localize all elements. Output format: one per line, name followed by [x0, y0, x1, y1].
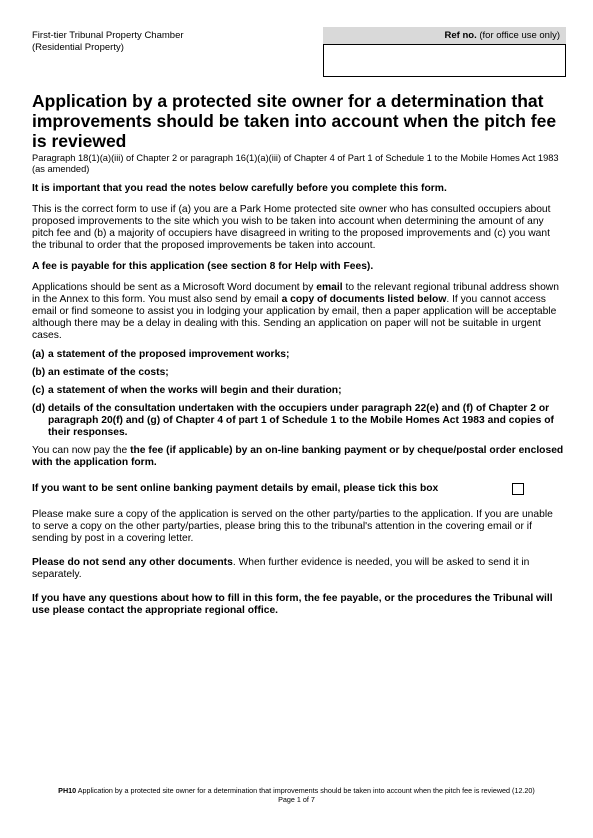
payment-text: You can now pay the: [32, 445, 131, 456]
payment-notice: [32, 445, 564, 469]
page-number: Page 1 of 7: [278, 795, 315, 804]
documents-list: [32, 349, 564, 439]
list-item-text: a statement of when the works will begin and their duration;: [48, 385, 342, 396]
email-text-2: to the relevant regional tribunal address shown in the Annex to this form. You must also send by email: [32, 282, 559, 305]
tribunal-name-line1: First-tier Tribunal Property Chamber: [32, 30, 184, 41]
legal-reference: Paragraph 18(1)(a)(iii) of Chapter 2 or paragraph 16(1)(a)(iii) of Chapter 4 of Part 1 of Schedule 1 to the Mobile Homes Act 1983 (as amended): [32, 153, 559, 174]
office-ref-header: [323, 27, 566, 44]
footer-form-title: [0, 786, 593, 795]
email-text-3: . If you cannot access email or find someone to assist you in lodging your application by email, then a paper application will be acceptable although there may be a delay in dealing with this. Sending an application on paper will not be suitable in urgent cases.: [32, 294, 557, 341]
no-other-documents-bold: Please do not send any other documents: [32, 557, 233, 568]
list-item: [32, 385, 564, 397]
form-title: Application by a protected site owner for a determination that improvements should be taken into account when the pitch fee is reviewed: [32, 91, 557, 151]
page-footer: [0, 786, 593, 804]
serve-copy-paragraph: Please make sure a copy of the application is served on the other party/parties to the application. If you are unable to serve a copy on the other party/parties, please bring this to the tribunal's attention in the covering email or if sending by post in a covering letter.: [32, 509, 553, 544]
payment-text-bold: the fee (if applicable) by an on-line banking payment or by cheque/postal order enclosed with the application form.: [32, 445, 564, 468]
ref-no-field[interactable]: [323, 44, 566, 77]
list-item-label: (c): [32, 385, 45, 396]
form-notes: [32, 153, 564, 617]
email-text-bold-1: email: [316, 282, 343, 293]
list-item: [32, 349, 564, 361]
tribunal-name-line2: (Residential Property): [32, 42, 124, 53]
footer-text: Application by a protected site owner for a determination that improvements should be taken into account when the pitch fee is reviewed (12.20): [76, 786, 535, 795]
no-other-documents-text: . When further evidence is needed, you will be asked to send it in separately.: [32, 557, 530, 580]
tribunal-name: [32, 30, 184, 54]
list-item-text: details of the consultation undertaken with the occupiers under paragraph 22(e) and (f) of Chapter 2 or paragraph 20(f) and (g) of Chapter 4 of part 1 of Schedule 1 to the Mobile Homes Act 1983 and copies of their responses.: [48, 403, 554, 438]
email-text-1: Applications should be sent as a Microsoft Word document by: [32, 282, 317, 293]
ref-no-note: (for office use only): [479, 30, 560, 41]
list-item-label: (b): [32, 367, 46, 378]
intro-paragraph: This is the correct form to use if (a) you are a Park Home protected site owner who has consulted occupiers about proposed improvements to the site which you wish to be taken into account when determining the amount of any pitch fee and (b) a majority of occupiers have disagreed in writing to the proposed improvements and (c) you want the tribunal to order that the proposed improvements be taken into account.: [32, 204, 551, 251]
list-item: [32, 403, 564, 439]
no-other-documents: [32, 557, 564, 581]
form-code: PH10: [58, 786, 77, 795]
online-banking-checkbox[interactable]: [512, 483, 524, 495]
important-notice: It is important that you read the notes below carefully before you complete this form.: [32, 183, 447, 194]
email-instructions: [32, 282, 564, 342]
online-banking-label: If you want to be sent online banking payment details by email, please tick this box: [32, 483, 439, 494]
list-item-label: (a): [32, 349, 45, 360]
list-item-text: a statement of the proposed improvement works;: [48, 349, 290, 360]
list-item-label: (d): [32, 403, 46, 414]
office-ref-box: [323, 27, 566, 77]
ref-no-label: Ref no.: [444, 30, 477, 41]
online-banking-row: [32, 483, 564, 495]
email-text-bold-2: a copy of documents listed below: [281, 294, 447, 305]
list-item: [32, 367, 564, 379]
questions-paragraph: If you have any questions about how to fill in this form, the fee payable, or the procedures the Tribunal will use please contact the appropriate regional office.: [32, 593, 553, 616]
fee-notice: A fee is payable for this application (see section 8 for Help with Fees).: [32, 261, 374, 272]
list-item-text: an estimate of the costs;: [48, 367, 169, 378]
